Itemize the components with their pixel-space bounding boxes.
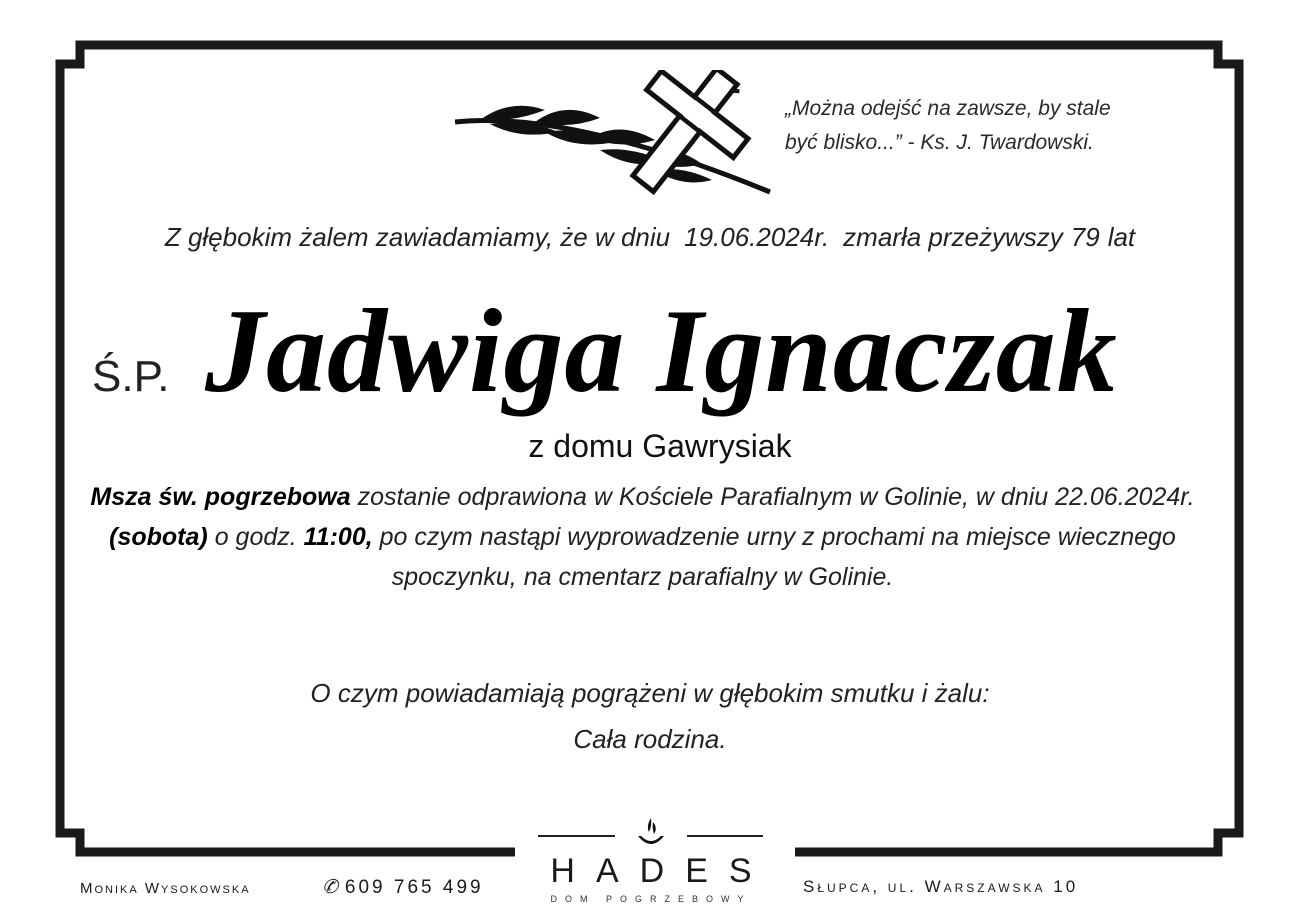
maiden-name: z domu Gawrysiak	[528, 428, 792, 464]
funeral-time: 11:00,	[303, 523, 373, 551]
quote	[785, 92, 1205, 160]
mass-label: Msza św. pogrzebowa	[90, 483, 351, 511]
footer-address: Słupca, ul. Warszawska 10	[803, 877, 1079, 896]
age-value: 79	[1070, 222, 1100, 252]
quote-line-2: być blisko...” - Ks. J. Twardowski.	[785, 131, 1094, 154]
footer-contact-name: Monika Wysokowska	[80, 880, 251, 897]
funeral-day: (sobota)	[109, 523, 208, 551]
announcement-line	[60, 222, 1240, 253]
footer-phone	[322, 876, 484, 899]
family-notice: O czym powiadamiają pogrążeni w głębokim smutku i żalu:	[310, 678, 990, 708]
phone-icon: ✆	[322, 877, 341, 898]
announcement-died: zmarła przeżywszy	[843, 222, 1063, 252]
death-date-suffix: r.	[814, 222, 830, 252]
funeral-text-1: zostanie odprawiona w Kościele Parafialnym w Golinie, w dniu 22.06.2024r.	[350, 483, 1195, 511]
family-signature: Cała rodzina.	[573, 724, 727, 754]
funeral-text-3: po czym nastąpi wyprowadzenie urny z prochami na miejsce wiecznego spoczynku, na cmentarz parafialny w Golinie.	[372, 523, 1176, 591]
deceased-name: Jadwiga Ignaczak	[205, 284, 1118, 417]
funeral-info	[90, 477, 1195, 597]
brand-name: HADES	[550, 852, 773, 890]
announcement-intro: Z głębokim żalem zawiadamiamy, że w dniu	[164, 222, 671, 252]
age-unit: lat	[1107, 222, 1136, 252]
flame-icon	[638, 818, 664, 844]
quote-line-1: „Można odejść na zawsze, by stale	[785, 97, 1111, 120]
death-date: 19.06.2024	[684, 222, 815, 252]
cross-palm-emblem	[450, 70, 780, 200]
phone-number: 609 765 499	[344, 877, 484, 898]
sp-prefix: Ś.P.	[92, 352, 170, 401]
brand-subtitle: DOM POGRZEBOWY	[550, 894, 752, 904]
funeral-text-2: o godz.	[207, 523, 304, 551]
